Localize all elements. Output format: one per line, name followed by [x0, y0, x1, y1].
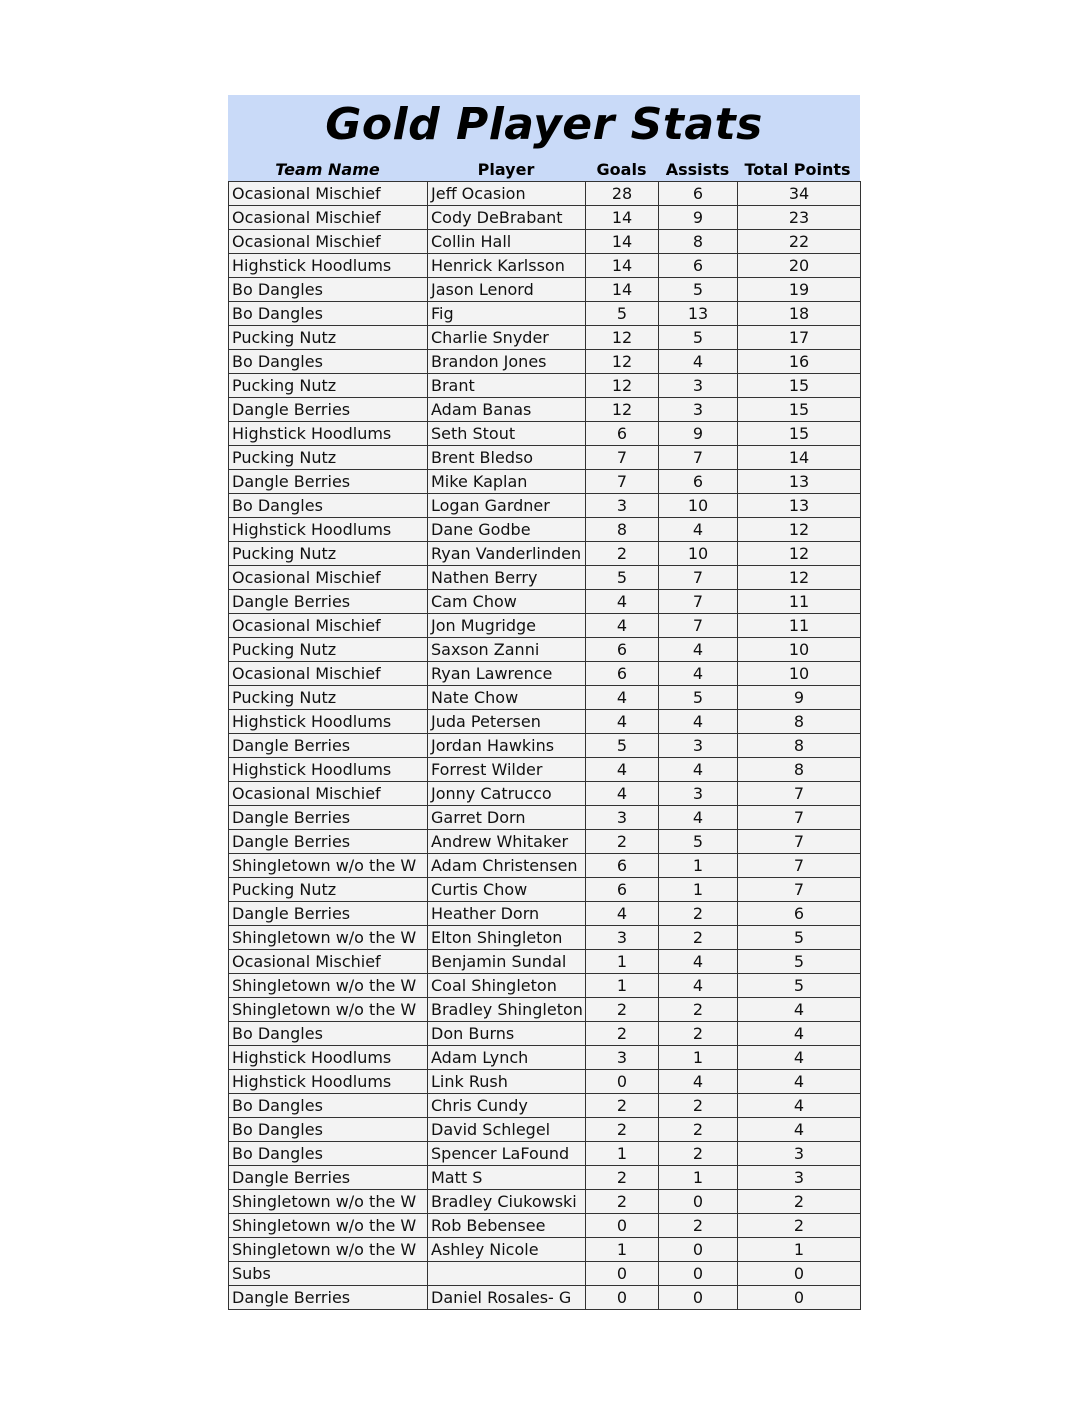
player-cell[interactable]: Coal Shingleton: [428, 974, 586, 998]
goals-cell[interactable]: 2: [586, 1118, 659, 1142]
total-points-cell[interactable]: 5: [738, 926, 861, 950]
table-row: [229, 470, 861, 494]
player-cell[interactable]: Brant: [428, 374, 586, 398]
team-cell[interactable]: Pucking Nutz: [229, 326, 428, 350]
player-cell[interactable]: Elton Shingleton: [428, 926, 586, 950]
total-points-cell[interactable]: 16: [738, 350, 861, 374]
team-cell[interactable]: Pucking Nutz: [229, 542, 428, 566]
team-cell[interactable]: Highstick Hoodlums: [229, 518, 428, 542]
table-row: [229, 542, 861, 566]
assists-cell[interactable]: 1: [659, 1166, 738, 1190]
team-cell[interactable]: Dangle Berries: [229, 470, 428, 494]
assists-cell[interactable]: 1: [659, 1046, 738, 1070]
goals-cell[interactable]: 12: [586, 326, 659, 350]
player-cell[interactable]: Garret Dorn: [428, 806, 586, 830]
player-cell[interactable]: Fig: [428, 302, 586, 326]
goals-cell[interactable]: 3: [586, 494, 659, 518]
table-row: [229, 1142, 861, 1166]
assists-cell[interactable]: 6: [659, 470, 738, 494]
goals-cell[interactable]: 1: [586, 1142, 659, 1166]
team-cell[interactable]: Shingletown w/o the W: [229, 854, 428, 878]
goals-cell[interactable]: 4: [586, 710, 659, 734]
team-cell[interactable]: Bo Dangles: [229, 1022, 428, 1046]
goals-cell[interactable]: 0: [586, 1262, 659, 1286]
team-cell[interactable]: Highstick Hoodlums: [229, 1046, 428, 1070]
player-cell[interactable]: Saxson Zanni: [428, 638, 586, 662]
team-cell[interactable]: Ocasional Mischief: [229, 566, 428, 590]
assists-cell[interactable]: 2: [659, 1142, 738, 1166]
player-cell[interactable]: Brent Bledso: [428, 446, 586, 470]
table-row: [229, 1238, 861, 1262]
team-cell[interactable]: Highstick Hoodlums: [229, 422, 428, 446]
player-cell[interactable]: Rob Bebensee: [428, 1214, 586, 1238]
table-row: [229, 638, 861, 662]
goals-cell[interactable]: 1: [586, 950, 659, 974]
goals-cell[interactable]: 7: [586, 446, 659, 470]
goals-cell[interactable]: 12: [586, 374, 659, 398]
goals-cell[interactable]: 5: [586, 566, 659, 590]
team-cell[interactable]: Ocasional Mischief: [229, 782, 428, 806]
team-cell[interactable]: Shingletown w/o the W: [229, 926, 428, 950]
assists-cell[interactable]: 4: [659, 758, 738, 782]
assists-cell[interactable]: 7: [659, 566, 738, 590]
table-row: [229, 278, 861, 302]
player-cell[interactable]: Dane Godbe: [428, 518, 586, 542]
assists-cell[interactable]: 4: [659, 806, 738, 830]
team-cell[interactable]: Bo Dangles: [229, 1142, 428, 1166]
header-band: [228, 95, 860, 181]
player-cell[interactable]: [428, 1262, 586, 1286]
player-cell[interactable]: Logan Gardner: [428, 494, 586, 518]
goals-cell[interactable]: 2: [586, 542, 659, 566]
table-row: [229, 830, 861, 854]
sheet-title: Gold Player Stats: [325, 99, 763, 150]
player-cell[interactable]: Bradley Ciukowski: [428, 1190, 586, 1214]
table-row: [229, 590, 861, 614]
total-points-cell[interactable]: 20: [738, 254, 861, 278]
total-points-cell[interactable]: 7: [738, 878, 861, 902]
total-points-cell[interactable]: 4: [738, 1118, 861, 1142]
player-cell[interactable]: Collin Hall: [428, 230, 586, 254]
team-cell[interactable]: Highstick Hoodlums: [229, 1070, 428, 1094]
player-cell[interactable]: Nate Chow: [428, 686, 586, 710]
table-row: [229, 878, 861, 902]
total-points-cell[interactable]: 6: [738, 902, 861, 926]
goals-cell[interactable]: 5: [586, 302, 659, 326]
player-cell[interactable]: Matt S: [428, 1166, 586, 1190]
total-points-cell[interactable]: 3: [738, 1142, 861, 1166]
goals-cell[interactable]: 4: [586, 614, 659, 638]
player-cell[interactable]: Jordan Hawkins: [428, 734, 586, 758]
goals-cell[interactable]: 2: [586, 1190, 659, 1214]
header-player: Player: [477, 160, 535, 179]
table-row: [229, 950, 861, 974]
player-cell[interactable]: Seth Stout: [428, 422, 586, 446]
team-cell[interactable]: Pucking Nutz: [229, 686, 428, 710]
table-row: [229, 1286, 861, 1310]
goals-cell[interactable]: 2: [586, 998, 659, 1022]
team-cell[interactable]: Highstick Hoodlums: [229, 710, 428, 734]
team-cell[interactable]: Dangle Berries: [229, 1166, 428, 1190]
header-team-name: Team Name: [275, 160, 380, 179]
total-points-cell[interactable]: 10: [738, 662, 861, 686]
player-cell[interactable]: Adam Banas: [428, 398, 586, 422]
goals-cell[interactable]: 2: [586, 1022, 659, 1046]
goals-cell[interactable]: 6: [586, 662, 659, 686]
total-points-cell[interactable]: 14: [738, 446, 861, 470]
player-cell[interactable]: Adam Christensen: [428, 854, 586, 878]
team-cell[interactable]: Dangle Berries: [229, 1286, 428, 1310]
table-row: [229, 1094, 861, 1118]
total-points-cell[interactable]: 11: [738, 614, 861, 638]
goals-cell[interactable]: 14: [586, 278, 659, 302]
goals-cell[interactable]: 28: [586, 182, 659, 206]
assists-cell[interactable]: 0: [659, 1262, 738, 1286]
table-row: [229, 374, 861, 398]
player-cell[interactable]: Henrick Karlsson: [428, 254, 586, 278]
table-row: [229, 1214, 861, 1238]
total-points-cell[interactable]: 5: [738, 974, 861, 998]
total-points-cell[interactable]: 5: [738, 950, 861, 974]
player-cell[interactable]: Adam Lynch: [428, 1046, 586, 1070]
table-row: [229, 230, 861, 254]
table-row: [229, 806, 861, 830]
table-row: [229, 422, 861, 446]
table-row: [229, 350, 861, 374]
goals-cell[interactable]: 0: [586, 1214, 659, 1238]
total-points-cell[interactable]: 12: [738, 566, 861, 590]
player-cell[interactable]: Jason Lenord: [428, 278, 586, 302]
assists-cell[interactable]: 3: [659, 782, 738, 806]
player-cell[interactable]: Curtis Chow: [428, 878, 586, 902]
assists-cell[interactable]: 5: [659, 278, 738, 302]
table-row: [229, 494, 861, 518]
total-points-cell[interactable]: 22: [738, 230, 861, 254]
total-points-cell[interactable]: 4: [738, 1070, 861, 1094]
assists-cell[interactable]: 4: [659, 974, 738, 998]
team-cell[interactable]: Subs: [229, 1262, 428, 1286]
team-cell[interactable]: Ocasional Mischief: [229, 230, 428, 254]
total-points-cell[interactable]: 0: [738, 1286, 861, 1310]
player-cell[interactable]: Cody DeBrabant: [428, 206, 586, 230]
assists-cell[interactable]: 7: [659, 590, 738, 614]
goals-cell[interactable]: 14: [586, 230, 659, 254]
total-points-cell[interactable]: 10: [738, 638, 861, 662]
table-row: [229, 758, 861, 782]
team-cell[interactable]: Highstick Hoodlums: [229, 254, 428, 278]
header-goals: Goals: [596, 160, 647, 179]
table-row: [229, 1118, 861, 1142]
player-cell[interactable]: Chris Cundy: [428, 1094, 586, 1118]
team-cell[interactable]: Pucking Nutz: [229, 878, 428, 902]
table-row: [229, 206, 861, 230]
table-row: [229, 1046, 861, 1070]
player-cell[interactable]: Mike Kaplan: [428, 470, 586, 494]
assists-cell[interactable]: 9: [659, 206, 738, 230]
table-row: [229, 1022, 861, 1046]
table-row: [229, 710, 861, 734]
table-row: [229, 1262, 861, 1286]
total-points-cell[interactable]: 2: [738, 1214, 861, 1238]
assists-cell[interactable]: 2: [659, 902, 738, 926]
column-headers: [228, 159, 860, 181]
goals-cell[interactable]: 4: [586, 782, 659, 806]
team-cell[interactable]: Bo Dangles: [229, 1094, 428, 1118]
total-points-cell[interactable]: 9: [738, 686, 861, 710]
total-points-cell[interactable]: 4: [738, 998, 861, 1022]
goals-cell[interactable]: 4: [586, 686, 659, 710]
player-cell[interactable]: Jon Mugridge: [428, 614, 586, 638]
assists-cell[interactable]: 0: [659, 1238, 738, 1262]
goals-cell[interactable]: 2: [586, 1166, 659, 1190]
goals-cell[interactable]: 2: [586, 830, 659, 854]
player-cell[interactable]: Spencer LaFound: [428, 1142, 586, 1166]
team-cell[interactable]: Bo Dangles: [229, 494, 428, 518]
assists-cell[interactable]: 6: [659, 254, 738, 278]
total-points-cell[interactable]: 7: [738, 830, 861, 854]
total-points-cell[interactable]: 19: [738, 278, 861, 302]
team-cell[interactable]: Dangle Berries: [229, 902, 428, 926]
table-row: [229, 782, 861, 806]
assists-cell[interactable]: 4: [659, 518, 738, 542]
assists-cell[interactable]: 6: [659, 182, 738, 206]
assists-cell[interactable]: 2: [659, 1022, 738, 1046]
assists-cell[interactable]: 4: [659, 662, 738, 686]
table-row: [229, 446, 861, 470]
team-cell[interactable]: Ocasional Mischief: [229, 614, 428, 638]
goals-cell[interactable]: 6: [586, 422, 659, 446]
assists-cell[interactable]: 2: [659, 926, 738, 950]
table-row: [229, 302, 861, 326]
assists-cell[interactable]: 5: [659, 686, 738, 710]
assists-cell[interactable]: 2: [659, 1094, 738, 1118]
assists-cell[interactable]: 1: [659, 878, 738, 902]
goals-cell[interactable]: 12: [586, 350, 659, 374]
player-cell[interactable]: Daniel Rosales- G: [428, 1286, 586, 1310]
assists-cell[interactable]: 3: [659, 374, 738, 398]
team-cell[interactable]: Ocasional Mischief: [229, 182, 428, 206]
assists-cell[interactable]: 4: [659, 350, 738, 374]
team-cell[interactable]: Dangle Berries: [229, 806, 428, 830]
player-cell[interactable]: Link Rush: [428, 1070, 586, 1094]
table-row: [229, 686, 861, 710]
assists-cell[interactable]: 10: [659, 542, 738, 566]
assists-cell[interactable]: 4: [659, 1070, 738, 1094]
goals-cell[interactable]: 6: [586, 854, 659, 878]
player-cell[interactable]: Juda Petersen: [428, 710, 586, 734]
total-points-cell[interactable]: 7: [738, 854, 861, 878]
goals-cell[interactable]: 0: [586, 1286, 659, 1310]
table-row: [229, 518, 861, 542]
team-cell[interactable]: Dangle Berries: [229, 590, 428, 614]
total-points-cell[interactable]: 8: [738, 734, 861, 758]
total-points-cell[interactable]: 8: [738, 710, 861, 734]
header-total-points: Total Points: [744, 160, 851, 179]
total-points-cell[interactable]: 2: [738, 1190, 861, 1214]
goals-cell[interactable]: 4: [586, 590, 659, 614]
total-points-cell[interactable]: 3: [738, 1166, 861, 1190]
stats-sheet: [228, 95, 860, 1310]
total-points-cell[interactable]: 0: [738, 1262, 861, 1286]
table-row: [229, 854, 861, 878]
player-cell[interactable]: Brandon Jones: [428, 350, 586, 374]
goals-cell[interactable]: 5: [586, 734, 659, 758]
table-row: [229, 566, 861, 590]
team-cell[interactable]: Shingletown w/o the W: [229, 974, 428, 998]
goals-cell[interactable]: 7: [586, 470, 659, 494]
team-cell[interactable]: Pucking Nutz: [229, 638, 428, 662]
goals-cell[interactable]: 14: [586, 206, 659, 230]
assists-cell[interactable]: 2: [659, 1118, 738, 1142]
player-cell[interactable]: Ashley Nicole: [428, 1238, 586, 1262]
table-row: [229, 998, 861, 1022]
table-row: [229, 974, 861, 998]
table-row: [229, 182, 861, 206]
assists-cell[interactable]: 8: [659, 230, 738, 254]
goals-cell[interactable]: 0: [586, 1070, 659, 1094]
goals-cell[interactable]: 3: [586, 1046, 659, 1070]
team-cell[interactable]: Bo Dangles: [229, 302, 428, 326]
assists-cell[interactable]: 4: [659, 710, 738, 734]
assists-cell[interactable]: 2: [659, 1214, 738, 1238]
goals-cell[interactable]: 8: [586, 518, 659, 542]
team-cell[interactable]: Bo Dangles: [229, 350, 428, 374]
team-cell[interactable]: Shingletown w/o the W: [229, 1190, 428, 1214]
table-row: [229, 1190, 861, 1214]
total-points-cell[interactable]: 12: [738, 542, 861, 566]
goals-cell[interactable]: 1: [586, 974, 659, 998]
total-points-cell[interactable]: 11: [738, 590, 861, 614]
table-row: [229, 662, 861, 686]
table-row: [229, 398, 861, 422]
total-points-cell[interactable]: 17: [738, 326, 861, 350]
player-cell[interactable]: Bradley Shingleton: [428, 998, 586, 1022]
goals-cell[interactable]: 3: [586, 806, 659, 830]
player-cell[interactable]: Andrew Whitaker: [428, 830, 586, 854]
team-cell[interactable]: Shingletown w/o the W: [229, 998, 428, 1022]
player-cell[interactable]: Forrest Wilder: [428, 758, 586, 782]
goals-cell[interactable]: 14: [586, 254, 659, 278]
total-points-cell[interactable]: 34: [738, 182, 861, 206]
table-row: [229, 1070, 861, 1094]
assists-cell[interactable]: 4: [659, 950, 738, 974]
player-cell[interactable]: Don Burns: [428, 1022, 586, 1046]
team-cell[interactable]: Bo Dangles: [229, 278, 428, 302]
table-row: [229, 902, 861, 926]
assists-cell[interactable]: 0: [659, 1190, 738, 1214]
goals-cell[interactable]: 6: [586, 878, 659, 902]
assists-cell[interactable]: 10: [659, 494, 738, 518]
player-cell[interactable]: Jeff Ocasion: [428, 182, 586, 206]
assists-cell[interactable]: 1: [659, 854, 738, 878]
assists-cell[interactable]: 0: [659, 1286, 738, 1310]
player-cell[interactable]: Nathen Berry: [428, 566, 586, 590]
table-row: [229, 614, 861, 638]
team-cell[interactable]: Ocasional Mischief: [229, 206, 428, 230]
total-points-cell[interactable]: 4: [738, 1046, 861, 1070]
team-cell[interactable]: Ocasional Mischief: [229, 950, 428, 974]
team-cell[interactable]: Shingletown w/o the W: [229, 1238, 428, 1262]
total-points-cell[interactable]: 13: [738, 470, 861, 494]
total-points-cell[interactable]: 15: [738, 422, 861, 446]
total-points-cell[interactable]: 1: [738, 1238, 861, 1262]
table-row: [229, 254, 861, 278]
goals-cell[interactable]: 4: [586, 758, 659, 782]
total-points-cell[interactable]: 4: [738, 1094, 861, 1118]
total-points-cell[interactable]: 7: [738, 806, 861, 830]
player-cell[interactable]: Cam Chow: [428, 590, 586, 614]
total-points-cell[interactable]: 7: [738, 782, 861, 806]
goals-cell[interactable]: 1: [586, 1238, 659, 1262]
team-cell[interactable]: Dangle Berries: [229, 398, 428, 422]
total-points-cell[interactable]: 15: [738, 398, 861, 422]
goals-cell[interactable]: 4: [586, 902, 659, 926]
table-row: [229, 926, 861, 950]
player-cell[interactable]: Charlie Snyder: [428, 326, 586, 350]
team-cell[interactable]: Dangle Berries: [229, 830, 428, 854]
team-cell[interactable]: Pucking Nutz: [229, 446, 428, 470]
assists-cell[interactable]: 4: [659, 638, 738, 662]
assists-cell[interactable]: 2: [659, 998, 738, 1022]
total-points-cell[interactable]: 15: [738, 374, 861, 398]
header-assists: Assists: [665, 160, 730, 179]
player-cell[interactable]: Ryan Vanderlinden: [428, 542, 586, 566]
team-cell[interactable]: Bo Dangles: [229, 1118, 428, 1142]
table-row: [229, 326, 861, 350]
total-points-cell[interactable]: 8: [738, 758, 861, 782]
total-points-cell[interactable]: 4: [738, 1022, 861, 1046]
goals-cell[interactable]: 3: [586, 926, 659, 950]
stats-table: [228, 181, 861, 1310]
table-row: [229, 734, 861, 758]
team-cell[interactable]: Ocasional Mischief: [229, 662, 428, 686]
goals-cell[interactable]: 12: [586, 398, 659, 422]
assists-cell[interactable]: 9: [659, 422, 738, 446]
assists-cell[interactable]: 13: [659, 302, 738, 326]
assists-cell[interactable]: 3: [659, 734, 738, 758]
player-cell[interactable]: Heather Dorn: [428, 902, 586, 926]
goals-cell[interactable]: 6: [586, 638, 659, 662]
player-cell[interactable]: David Schlegel: [428, 1118, 586, 1142]
total-points-cell[interactable]: 23: [738, 206, 861, 230]
total-points-cell[interactable]: 12: [738, 518, 861, 542]
team-cell[interactable]: Highstick Hoodlums: [229, 758, 428, 782]
assists-cell[interactable]: 7: [659, 446, 738, 470]
assists-cell[interactable]: 3: [659, 398, 738, 422]
player-cell[interactable]: Ryan Lawrence: [428, 662, 586, 686]
total-points-cell[interactable]: 13: [738, 494, 861, 518]
assists-cell[interactable]: 7: [659, 614, 738, 638]
total-points-cell[interactable]: 18: [738, 302, 861, 326]
team-cell[interactable]: Pucking Nutz: [229, 374, 428, 398]
team-cell[interactable]: Shingletown w/o the W: [229, 1214, 428, 1238]
team-cell[interactable]: Dangle Berries: [229, 734, 428, 758]
player-cell[interactable]: Benjamin Sundal: [428, 950, 586, 974]
table-row: [229, 1166, 861, 1190]
assists-cell[interactable]: 5: [659, 830, 738, 854]
assists-cell[interactable]: 5: [659, 326, 738, 350]
goals-cell[interactable]: 2: [586, 1094, 659, 1118]
player-cell[interactable]: Jonny Catrucco: [428, 782, 586, 806]
